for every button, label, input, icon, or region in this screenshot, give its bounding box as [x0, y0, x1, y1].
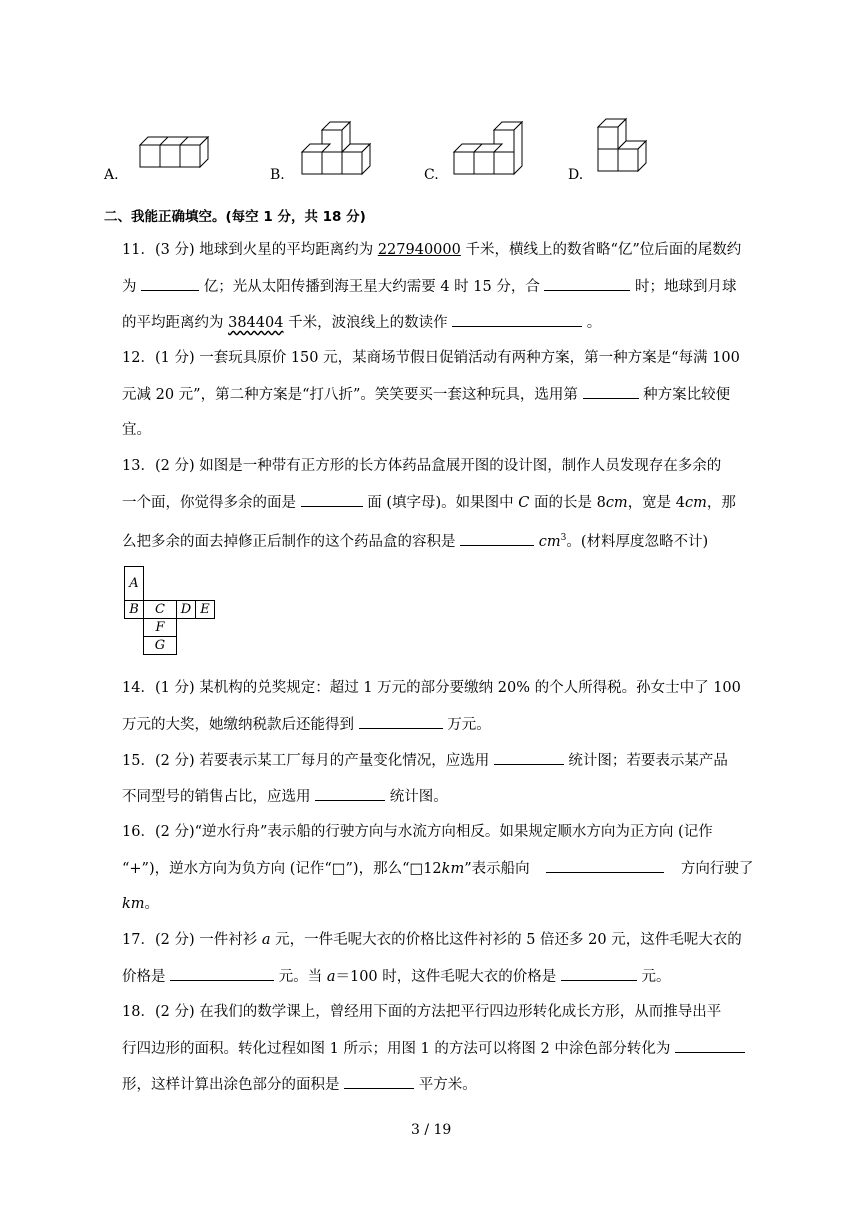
net-face-d: D	[177, 601, 196, 619]
q16-italic: km	[441, 861, 465, 877]
q15-blank-1[interactable]	[494, 750, 564, 765]
q14-line1: 14．(1 分) 某机构的兑奖规定：超过 1 万元的部分要缴纳 20% 的个人所得税。孙女士中了 100	[122, 680, 741, 696]
q12-line3: 宜。	[122, 422, 151, 438]
net-face-e: E	[196, 601, 215, 619]
q12-line1: 12．(1 分) 一套玩具原价 150 元，某商场节假日促销活动有两种方案，第一种方案是“每满 100	[122, 350, 740, 366]
q13-text: 。(材料厚度忽略不计)	[566, 533, 709, 550]
q13-line1: 13．(2 分) 如图是一种带有正方形的长方体药品盒展开图的设计图，制作人员发现存在多余的	[122, 458, 722, 474]
q15-text: 不同型号的销售占比，应选用	[122, 789, 316, 805]
option-a-figure	[132, 133, 218, 175]
q17-italic: a	[261, 932, 271, 948]
q13-superscript: 3	[560, 533, 567, 543]
q17-line1	[122, 930, 742, 950]
q11-line3	[122, 312, 601, 333]
option-c-label[interactable]: C.	[424, 167, 439, 183]
q16-text: “+”)，逆水方向为负方向 (记作“□”)，那么“□12	[122, 861, 442, 877]
q11-blank-2[interactable]	[544, 276, 630, 291]
q18-text: 形，这样计算出涂色部分的面积是	[122, 1077, 345, 1093]
q11-line1	[122, 240, 741, 260]
q18-text: 平方米。	[414, 1077, 477, 1093]
q17-text: 元。	[636, 969, 671, 985]
q11-text: 千米，波浪线上的数读作	[283, 315, 453, 331]
q15-text: 统计图。	[385, 789, 448, 805]
q11-text: 的平均距离约为	[122, 315, 229, 331]
net-face-a: A	[125, 567, 144, 601]
q17-text: 17．(2 分) 一件衬衫	[122, 932, 262, 948]
net-face-c: C	[144, 601, 177, 619]
q11-text: 千米，横线上的数省略“亿”位后面的尾数约	[460, 242, 742, 258]
q11-text: 11．(3 分) 地球到火星的平均距离约为	[122, 242, 378, 258]
q14-text: 万元。	[442, 717, 491, 733]
q16-line3	[122, 894, 159, 914]
q13-text: 面 (填字母)。如果图中	[362, 495, 519, 511]
q13-text: 一个面，你觉得多余的面是	[122, 495, 301, 511]
q13-text: ，宽是 4	[627, 495, 686, 511]
q11-blank-3[interactable]	[452, 312, 582, 327]
q15-line2	[122, 786, 448, 807]
q15-text: 15．(2 分) 若要表示某工厂每月的产量变化情况，应选用	[122, 753, 494, 769]
q18-line2	[122, 1038, 745, 1059]
q17-line2	[122, 966, 671, 987]
q13-italic: cm	[685, 495, 707, 511]
option-b-figure	[294, 120, 380, 180]
q18-line3	[122, 1074, 477, 1095]
q11-text: 时；地球到月球	[630, 279, 737, 295]
option-d-figure	[592, 115, 658, 181]
option-a-label[interactable]: A.	[104, 167, 119, 183]
q13-line3	[122, 528, 708, 552]
q16-italic: km	[122, 896, 145, 912]
section-title: 二、我能正确填空。(每空 1 分，共 18 分)	[104, 209, 366, 225]
option-c-figure	[446, 120, 532, 180]
q11-text: 。	[582, 315, 602, 331]
q16-text: 。	[144, 896, 160, 912]
option-b-label[interactable]: B.	[270, 167, 285, 183]
q11-underlined-number: 227940000	[377, 242, 461, 258]
q14-line2	[122, 714, 491, 735]
q16-line1: 16．(2 分)“逆水行舟”表示船的行驶方向与水流方向相反。如果规定顺水方向为正方向 (记作	[122, 824, 713, 840]
q12-text: 种方案比较便	[638, 387, 731, 403]
q12-line2	[122, 384, 730, 405]
q11-text: 亿；光从太阳传播到海王星大约需要 4 时 15 分，合	[199, 279, 545, 295]
box-net-diagram	[124, 566, 215, 655]
option-d-label[interactable]: D.	[568, 167, 584, 183]
q13-italic: cm	[605, 495, 628, 511]
q18-blank-2[interactable]	[344, 1074, 414, 1089]
q13-italic: cm	[538, 533, 561, 550]
q13-blank-2[interactable]	[460, 531, 534, 546]
net-face-b: B	[125, 601, 144, 619]
q15-text: 统计图；若要表示某产品	[563, 753, 728, 769]
q17-italic: a	[326, 969, 336, 985]
q12-blank-1[interactable]	[583, 384, 639, 399]
q17-blank-1[interactable]	[170, 966, 274, 981]
q11-line2	[122, 276, 737, 297]
q13-text: ，那	[706, 495, 736, 511]
q13-blank-1[interactable]	[301, 492, 363, 507]
page-number: 3 / 19	[411, 1122, 452, 1138]
q16-text: 方向行驶了	[676, 861, 754, 877]
net-face-f: F	[144, 619, 177, 637]
q11-text: 为	[122, 279, 142, 295]
q16-text: ”表示船向	[464, 861, 535, 877]
q18-line1: 18．(2 分) 在我们的数学课上，曾经用下面的方法把平行四边形转化成长方形，从而推导出平	[122, 1004, 722, 1020]
q16-line2	[122, 858, 753, 879]
q11-wavy-number: 384404	[228, 315, 284, 331]
q14-text: 万元的大奖，她缴纳税款后还能得到	[122, 717, 359, 733]
q14-blank-1[interactable]	[359, 714, 443, 729]
q15-blank-2[interactable]	[315, 786, 385, 801]
q18-text: 行四边形的面积。转化过程如图 1 所示；用图 1 的方法可以将图 2 中涂色部分转化为	[122, 1041, 675, 1057]
q12-text: 元减 20 元”，第二种方案是“打八折”。笑笑要买一套这种玩具，选用第	[122, 387, 583, 403]
q13-text: 么把多余的面去掉修正后制作的这个药品盒的容积是	[122, 533, 461, 550]
q15-line1	[122, 750, 728, 771]
q17-text: ＝100 时，这件毛呢大衣的价格是	[335, 969, 561, 985]
q17-text: 元，一件毛呢大衣的价格比这件衬衫的 5 倍还多 20 元，这件毛呢大衣的	[270, 932, 742, 948]
q17-text: 元。当	[274, 969, 327, 985]
q13-text: 面的长是 8	[529, 495, 606, 511]
q13-line2	[122, 492, 736, 513]
net-face-g: G	[144, 637, 177, 655]
q18-blank-1[interactable]	[675, 1038, 745, 1053]
q11-blank-1[interactable]	[141, 276, 199, 291]
q17-blank-2[interactable]	[561, 966, 637, 981]
q16-blank-1[interactable]	[546, 858, 664, 873]
q13-italic: C	[518, 495, 530, 511]
q17-text: 价格是	[122, 969, 171, 985]
